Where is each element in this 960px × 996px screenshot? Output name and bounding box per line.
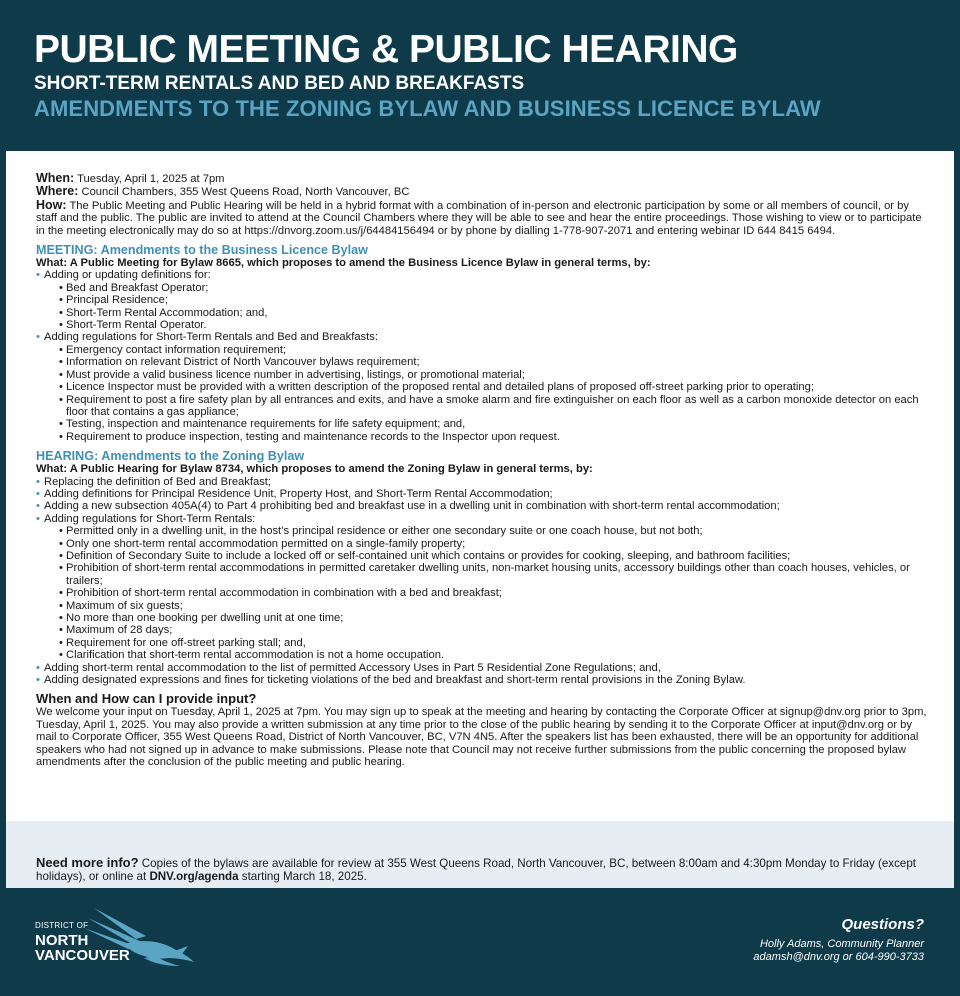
input-body: We welcome your input on Tuesday, April 1, 2025 at 7pm. You may sign up to speak at the meeting and hearing by contacting the Corporate Officer at signup@dnv.org prior to 3pm, Tuesday, April 1, 2025. You may also provide a written submission at any time prior to the close of the public hearing by sending it to the Corporate Officer at input@dnv.org or by mail to Corporate Officer, 355 West Queens Road, District of North Vancouver, BC, V7N 4N5. After the speakers list has been exhausted, there will be an opportunity for additional speakers who had not signed up in advance to make submissions. Please note that Council may not receive further submissions from the public concerning the proposed bylaw amendments after the conclusion of the public meeting and public hearing. <box>36 706 927 769</box>
meeting-section <box>36 244 929 443</box>
sub-list-item: • No more than one booking per dwelling unit at one time; <box>44 612 929 624</box>
questions-title: Questions? <box>841 916 924 933</box>
logo-vancouver: VANCOUVER <box>35 947 130 964</box>
more-info-date: starting March 18, 2025. <box>238 869 367 883</box>
sub-list-item: • Bed and Breakfast Operator; <box>44 282 929 294</box>
when-row <box>36 172 929 185</box>
sub-list-item: • Must provide a valid business licence number in advertising, listings, or promotional material; <box>44 369 929 381</box>
list-item <box>36 674 929 686</box>
notice-content <box>36 172 929 768</box>
agenda-link[interactable]: DNV.org/agenda <box>149 869 239 883</box>
page-subtitle: SHORT-TERM RENTALS AND BED AND BREAKFASTS <box>34 73 525 94</box>
where-value: Council Chambers, 355 West Queens Road, North Vancouver, BC <box>81 186 410 199</box>
sub-list-item: • Maximum of 28 days; <box>44 624 929 636</box>
how-row <box>36 199 929 237</box>
sub-list-item: • Principal Residence; <box>44 294 929 306</box>
how-value: The Public Meeting and Public Hearing will be held in a hybrid format with a combination of in-person and electronic participation by some or all members of council, or by staff and the public. The public are invited to attend at the Council Chambers where they will be able to see and hear the entire proceedings. Those wishing to view or to participate in the meeting electronically may do so at https://dnvorg.zoom.us/j/64484156494 or by phone by dialling 1-778-907-2071 and entering webinar ID 644 8415 6494. <box>36 199 922 237</box>
sub-list-item: • Licence Inspector must be provided with a written description of the proposed rental and detailed plans of proposed off-street parking prior to operating; <box>44 381 929 393</box>
sub-list-item: • Prohibition of short-term rental accommodation in combination with a bed and breakfast; <box>44 587 929 599</box>
sub-list <box>44 282 929 332</box>
list-item-text: Adding a new subsection 405A(4) to Part 4 prohibiting bed and breakfast use in a dwelling unit in combination with short-term rental accommodation; <box>44 500 780 513</box>
list-item <box>36 662 929 674</box>
hearing-section <box>36 450 929 686</box>
page-title: PUBLIC MEETING & PUBLIC HEARING <box>34 28 738 71</box>
sub-list-item: • Information on relevant District of North Vancouver bylaws requirement; <box>44 356 929 368</box>
sub-list <box>44 525 929 661</box>
where-row <box>36 185 929 198</box>
sub-list-item: • Short-Term Rental Operator. <box>44 319 929 331</box>
sub-list-item: • Only one short-term rental accommodation permitted on a single-family property; <box>44 538 929 550</box>
page-subtitle-amendments: AMENDMENTS TO THE ZONING BYLAW AND BUSINESS LICENCE BYLAW <box>34 96 821 121</box>
meeting-what: What: A Public Meeting for Bylaw 8665, which proposes to amend the Business Licence Bylaw in general terms, by: <box>36 257 651 270</box>
more-info-body: Copies of the bylaws are available for review at 355 West Queens Road, North Vancouver, BC, between 8:00am and 4:30pm Monday to Friday (except holidays), or online at <box>36 856 916 883</box>
list-item <box>36 500 929 512</box>
when-value: Tuesday, April 1, 2025 at 7pm <box>77 173 225 185</box>
contact-info[interactable]: adamsh@dnv.org or 604-990-3733 <box>753 951 924 963</box>
list-item <box>36 488 929 500</box>
sub-list-item: • Requirement to produce inspection, testing and maintenance records to the Inspector upon request. <box>44 431 929 443</box>
sub-list-item: • Maximum of six guests; <box>44 600 929 612</box>
sub-list-item: • Definition of Secondary Suite to include a locked off or self-contained unit which contains or provides for cooking, sleeping, and bathroom facilities; <box>44 550 929 562</box>
list-item-text: Adding regulations for Short-Term Rentals: <box>44 512 256 525</box>
list-item-text: Adding designated expressions and fines for ticketing violations of the bed and breakfast and short-term rental provisions in the Zoning Bylaw. <box>44 674 746 687</box>
list-item-text: Replacing the definition of Bed and Breakfast; <box>44 475 272 488</box>
meeting-heading: MEETING: Amendments to the Business Licence Bylaw <box>36 243 368 258</box>
list-item-text: Adding or updating definitions for: <box>44 269 211 282</box>
more-info-label: Need more info? <box>36 854 139 870</box>
logo-north: NORTH <box>35 932 89 949</box>
sub-list-item: • Emergency contact information requirement; <box>44 344 929 356</box>
list-item-text: Adding definitions for Principal Residence Unit, Property Host, and Short-Term Rental Accommodation; <box>44 487 553 500</box>
sub-list-item: • Short-Term Rental Accommodation; and, <box>44 307 929 319</box>
list-item <box>36 269 929 331</box>
contact-block <box>753 916 924 964</box>
sub-list-item: • Requirement for one off-street parking stall; and, <box>44 637 929 649</box>
input-heading: When and How can I provide input? <box>36 691 257 707</box>
when-label: When: <box>36 171 75 185</box>
more-info-band <box>6 821 954 888</box>
list-item <box>36 331 929 443</box>
sub-list <box>44 344 929 443</box>
header <box>34 28 940 122</box>
sub-list-item: • Requirement to post a fire safety plan by all entrances and exits, and have a smoke alarm and fire extinguisher on each floor as well as a carbon monoxide detector on each floor that contains a gas appliance; <box>44 394 929 419</box>
hearing-what: What: A Public Hearing for Bylaw 8734, which proposes to amend the Zoning Bylaw in general terms, by: <box>36 463 593 476</box>
hearing-list <box>36 476 929 687</box>
notice-panel <box>6 151 954 888</box>
list-item <box>36 513 929 662</box>
sub-list-item: • Clarification that short-term rental accommodation is not a home occupation. <box>44 649 929 661</box>
input-section <box>36 692 929 768</box>
more-info-text <box>36 856 926 883</box>
sub-list-item: • Permitted only in a dwelling unit, in the host’s principal residence or either one secondary suite or one coach house, but not both; <box>44 525 929 537</box>
meeting-list <box>36 269 929 443</box>
logo-district-of: DISTRICT OF <box>35 921 89 930</box>
sub-list-item: • Testing, inspection and maintenance requirements for life safety equipment; and, <box>44 418 929 430</box>
list-item-text: Adding short-term rental accommodation to the list of permitted Accessory Uses in Part 5 Residential Zone Regulations; and, <box>44 661 661 674</box>
hearing-heading: HEARING: Amendments to the Zoning Bylaw <box>36 449 305 464</box>
list-item-text: Adding regulations for Short-Term Rentals and Bed and Breakfasts: <box>44 331 378 344</box>
where-label: Where: <box>36 184 79 199</box>
list-item <box>36 476 929 488</box>
dnv-logo <box>32 906 182 972</box>
contact-name: Holly Adams, Community Planner <box>759 938 924 950</box>
how-label: How: <box>36 197 67 212</box>
sub-list-item: • Prohibition of short-term rental accommodations in permitted caretaker dwelling units, non-market housing units, accessory buildings other than coach houses, vehicles, or trailers; <box>44 562 929 587</box>
